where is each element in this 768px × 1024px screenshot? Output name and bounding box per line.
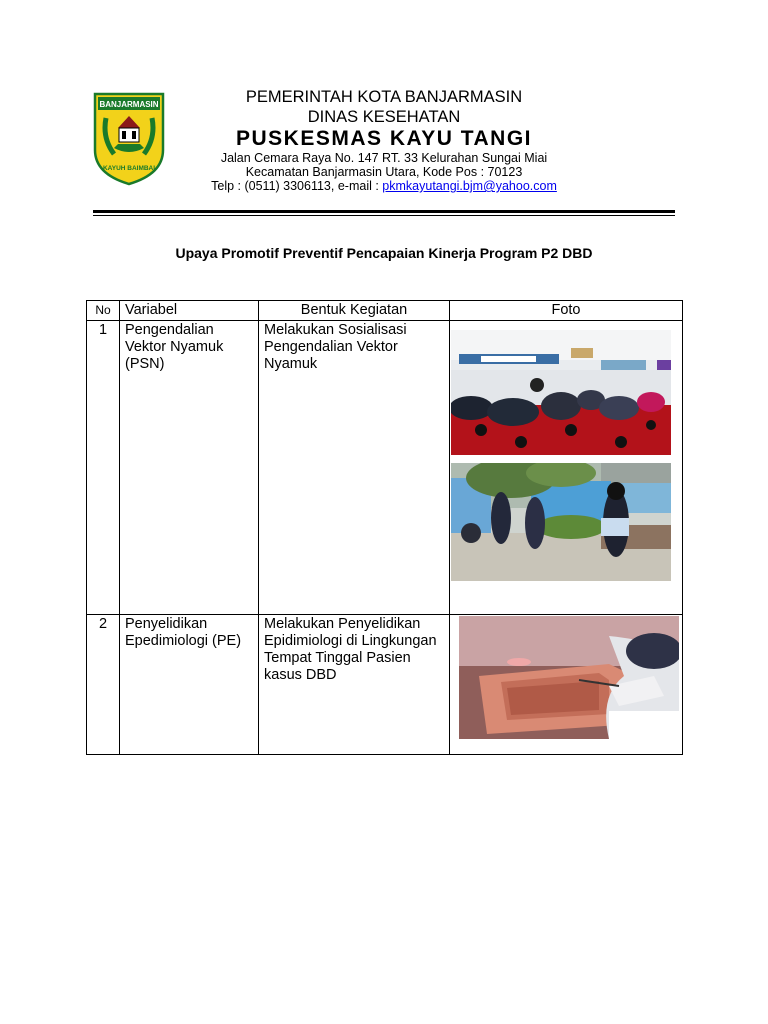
letterhead-address-1: Jalan Cemara Raya No. 147 RT. 33 Kelurahan Sungai Miai xyxy=(220,151,548,165)
letterhead-institution: PUSKESMAS KAYU TANGI xyxy=(235,127,533,150)
row-2-kegiatan: Melakukan Penyelidikan Epidimiologi di Lingkungan Tempat Tinggal Pasien kasus DBD xyxy=(259,615,450,755)
header-variabel: Variabel xyxy=(120,301,259,321)
letterhead-government: PEMERINTAH KOTA BANJARMASIN xyxy=(245,88,523,106)
header-kegiatan: Bentuk Kegiatan xyxy=(259,301,450,321)
letterhead-address-2: Kecamatan Banjarmasin Utara, Kode Pos : 70123 xyxy=(245,165,523,179)
letterhead-rule-thick xyxy=(93,210,675,213)
photo-epidemiology-image xyxy=(459,616,679,739)
table-row xyxy=(87,615,683,755)
header-no: No xyxy=(87,301,120,321)
row-1-no: 1 xyxy=(87,321,120,615)
row-1-kegiatan: Melakukan Sosialisasi Pengendalian Vektor Nyamuk xyxy=(259,321,450,615)
email-link[interactable]: pkmkayutangi.bjm@yahoo.com xyxy=(382,179,557,193)
row-2-foto xyxy=(450,615,683,755)
photo-field-activity-image xyxy=(451,463,671,581)
logo-bottom-text: KAYUH BAIMBAI xyxy=(102,165,156,172)
activity-table xyxy=(86,300,683,755)
row-2-variabel: Penyelidikan Epedimiologi (PE) xyxy=(120,615,259,755)
document-title: Upaya Promotif Preventif Pencapaian Kinerja Program P2 DBD xyxy=(175,245,593,261)
row-2-no: 2 xyxy=(87,615,120,755)
row-1-foto xyxy=(450,321,683,615)
letterhead-rule-thin xyxy=(93,215,675,216)
banjarmasin-logo-icon xyxy=(92,88,166,186)
photo-socialization-image xyxy=(451,330,671,455)
logo-top-text: BANJARMASIN xyxy=(99,100,159,109)
letterhead-contact xyxy=(180,179,588,193)
table-row xyxy=(87,321,683,615)
row-1-variabel: Pengendalian Vektor Nyamuk (PSN) xyxy=(120,321,259,615)
table-header-row xyxy=(87,301,683,321)
contact-prefix: Telp : (0511) 3306113, e-mail : xyxy=(211,179,383,193)
header-foto: Foto xyxy=(450,301,683,321)
letterhead-department: DINAS KESEHATAN xyxy=(307,108,461,126)
